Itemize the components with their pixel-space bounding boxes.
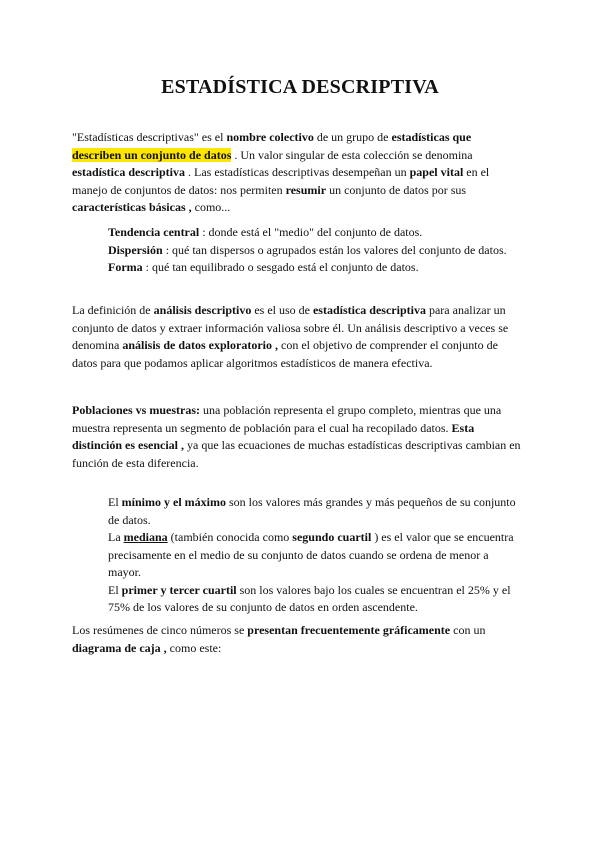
intro-paragraph [72, 129, 532, 217]
intro-line-5: características básicas , como... [72, 200, 231, 214]
intro-line-3: estadística descriptiva . Las estadísticas descriptivas desempeñan un papel vital en el [72, 165, 490, 179]
populations-paragraph: Poblaciones vs muestras: una población representa el grupo completo, mientras que una muestra representa un segmento de población para el cual ha recopilado datos. Esta distinción es esencial , ya que las ecuaciones de muchas estadísticas descriptivas cambian en función de esta diferencia. [72, 403, 521, 470]
boxplot-paragraph: Los resúmenes de cinco números se presentan frecuentemente gráficamente con un diagrama de caja , como este: [72, 623, 486, 655]
intro-line-2: describen un conjunto de datos . Un valor singular de esta colección se denomina [72, 147, 473, 162]
quartiles-paragraph: El mínimo y el máximo son los valores más grandes y más pequeños de su conjunto de datos. La mediana (también conocida como segundo cuartil ) es el valor que se encuentra precisamente en el medio de su conjunto de datos cuando se ordena de menor a mayor. El primer y tercer cuartil son los valores bajo los cuales se encuentran el 25% y el 75% de los valores de su conjunto de datos en orden ascendente. [108, 495, 516, 614]
list-item: Dispersión : qué tan dispersos o agrupados están los valores del conjunto de datos. [108, 242, 507, 257]
characteristics-list [108, 224, 532, 277]
highlighted-phrase: describen un conjunto de datos [72, 147, 232, 162]
intro-line-4: manejo de conjuntos de datos: nos permiten resumir un conjunto de datos por sus [72, 182, 467, 197]
page-title: ESTADÍSTICA DESCRIPTIVA [161, 76, 439, 98]
list-item: Tendencia central : donde está el "medio" del conjunto de datos. [108, 225, 423, 239]
definition-paragraph: La definición de análisis descriptivo es el uso de estadística descriptiva para analizar un conjunto de datos y extraer información valiosa sobre él. Un análisis descriptivo a veces se denomina análisis de datos exploratorio , con el objetivo de comprender el conjunto de datos para que podamos aplicar algoritmos estadísticos de manera efectiva. [72, 303, 509, 370]
list-item: Forma : qué tan equilibrado o sesgado está el conjunto de datos. [108, 260, 419, 274]
intro-line-1: "Estadísticas descriptivas" es el nombre colectivo de un grupo de estadísticas que [72, 130, 472, 144]
